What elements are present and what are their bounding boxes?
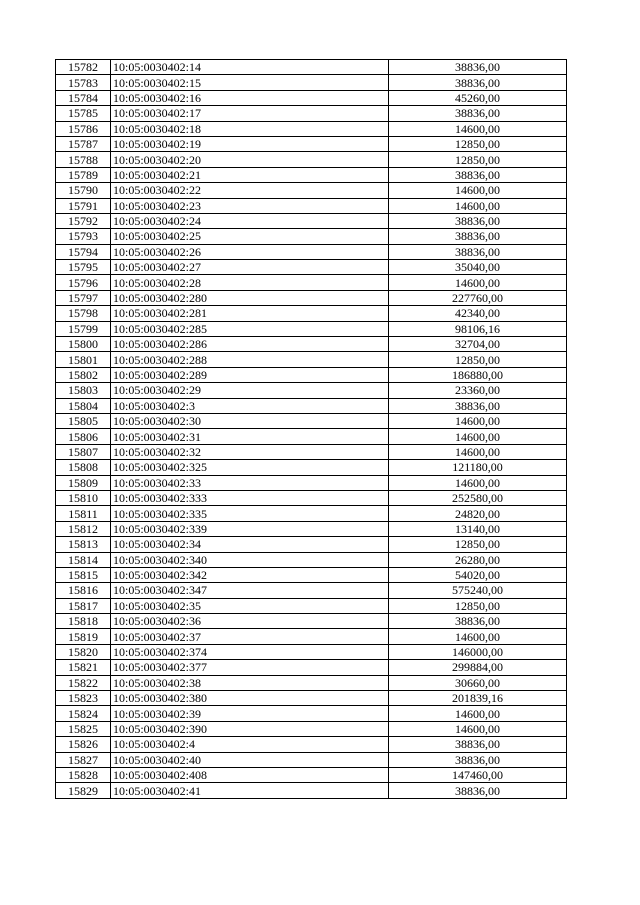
cadastral-number-cell: 10:05:0030402:24 <box>111 213 389 228</box>
table-row <box>56 352 567 367</box>
row-number-cell: 15810 <box>56 490 111 505</box>
table-row <box>56 783 567 798</box>
table-row <box>56 75 567 90</box>
row-number-cell: 15828 <box>56 767 111 782</box>
cadastral-number-cell: 10:05:0030402:335 <box>111 506 389 521</box>
table-row <box>56 752 567 767</box>
table-row <box>56 660 567 675</box>
table-row <box>56 60 567 75</box>
value-cell: 14600,00 <box>389 444 567 459</box>
table-row <box>56 244 567 259</box>
table-row <box>56 306 567 321</box>
cadastral-number-cell: 10:05:0030402:3 <box>111 398 389 413</box>
table-row <box>56 644 567 659</box>
row-number-cell: 15829 <box>56 783 111 798</box>
table-row <box>56 460 567 475</box>
cadastral-number-cell: 10:05:0030402:408 <box>111 767 389 782</box>
value-cell: 38836,00 <box>389 213 567 228</box>
value-cell: 42340,00 <box>389 306 567 321</box>
table-row <box>56 398 567 413</box>
value-cell: 54020,00 <box>389 567 567 582</box>
row-number-cell: 15825 <box>56 721 111 736</box>
table-row <box>56 444 567 459</box>
cadastral-number-cell: 10:05:0030402:325 <box>111 460 389 475</box>
value-cell: 12850,00 <box>389 598 567 613</box>
table-row <box>56 598 567 613</box>
row-number-cell: 15820 <box>56 644 111 659</box>
row-number-cell: 15792 <box>56 213 111 228</box>
value-cell: 14600,00 <box>389 721 567 736</box>
row-number-cell: 15790 <box>56 183 111 198</box>
table-row <box>56 721 567 736</box>
value-cell: 12850,00 <box>389 136 567 151</box>
cadastral-number-cell: 10:05:0030402:19 <box>111 136 389 151</box>
cadastral-number-cell: 10:05:0030402:280 <box>111 290 389 305</box>
cadastral-number-cell: 10:05:0030402:339 <box>111 521 389 536</box>
table-row <box>56 567 567 582</box>
table-row <box>56 290 567 305</box>
cadastral-number-cell: 10:05:0030402:38 <box>111 675 389 690</box>
cadastral-number-cell: 10:05:0030402:286 <box>111 337 389 352</box>
table-row <box>56 675 567 690</box>
table-row <box>56 198 567 213</box>
cadastral-number-cell: 10:05:0030402:28 <box>111 275 389 290</box>
value-cell: 14600,00 <box>389 275 567 290</box>
table-row <box>56 367 567 382</box>
row-number-cell: 15787 <box>56 136 111 151</box>
cadastral-number-cell: 10:05:0030402:22 <box>111 183 389 198</box>
value-cell: 30660,00 <box>389 675 567 690</box>
cadastral-number-cell: 10:05:0030402:288 <box>111 352 389 367</box>
value-cell: 575240,00 <box>389 583 567 598</box>
value-cell: 14600,00 <box>389 475 567 490</box>
value-cell: 227760,00 <box>389 290 567 305</box>
cadastral-number-cell: 10:05:0030402:25 <box>111 229 389 244</box>
row-number-cell: 15824 <box>56 706 111 721</box>
row-number-cell: 15782 <box>56 60 111 75</box>
table-row <box>56 183 567 198</box>
table-row <box>56 383 567 398</box>
row-number-cell: 15789 <box>56 167 111 182</box>
table-row <box>56 229 567 244</box>
value-cell: 14600,00 <box>389 413 567 428</box>
table-row <box>56 167 567 182</box>
value-cell: 14600,00 <box>389 706 567 721</box>
row-number-cell: 15815 <box>56 567 111 582</box>
row-number-cell: 15796 <box>56 275 111 290</box>
row-number-cell: 15784 <box>56 90 111 105</box>
value-cell: 14600,00 <box>389 183 567 198</box>
cadastral-number-cell: 10:05:0030402:40 <box>111 752 389 767</box>
cadastral-number-cell: 10:05:0030402:34 <box>111 537 389 552</box>
row-number-cell: 15797 <box>56 290 111 305</box>
value-cell: 14600,00 <box>389 429 567 444</box>
cadastral-number-cell: 10:05:0030402:33 <box>111 475 389 490</box>
cadastral-number-cell: 10:05:0030402:18 <box>111 121 389 136</box>
table-row <box>56 121 567 136</box>
table-row <box>56 429 567 444</box>
value-cell: 14600,00 <box>389 198 567 213</box>
row-number-cell: 15794 <box>56 244 111 259</box>
row-number-cell: 15826 <box>56 737 111 752</box>
cadastral-number-cell: 10:05:0030402:289 <box>111 367 389 382</box>
table-row <box>56 213 567 228</box>
value-cell: 38836,00 <box>389 398 567 413</box>
row-number-cell: 15808 <box>56 460 111 475</box>
cadastral-number-cell: 10:05:0030402:35 <box>111 598 389 613</box>
cadastral-number-cell: 10:05:0030402:333 <box>111 490 389 505</box>
row-number-cell: 15813 <box>56 537 111 552</box>
row-number-cell: 15798 <box>56 306 111 321</box>
value-cell: 12850,00 <box>389 537 567 552</box>
value-cell: 35040,00 <box>389 260 567 275</box>
cadastral-number-cell: 10:05:0030402:27 <box>111 260 389 275</box>
value-cell: 14600,00 <box>389 121 567 136</box>
cadastral-number-cell: 10:05:0030402:26 <box>111 244 389 259</box>
value-cell: 12850,00 <box>389 352 567 367</box>
cadastral-number-cell: 10:05:0030402:31 <box>111 429 389 444</box>
value-cell: 24820,00 <box>389 506 567 521</box>
row-number-cell: 15804 <box>56 398 111 413</box>
row-number-cell: 15818 <box>56 614 111 629</box>
value-cell: 38836,00 <box>389 229 567 244</box>
row-number-cell: 15785 <box>56 106 111 121</box>
value-cell: 13140,00 <box>389 521 567 536</box>
value-cell: 201839,16 <box>389 691 567 706</box>
table-row <box>56 136 567 151</box>
row-number-cell: 15819 <box>56 629 111 644</box>
value-cell: 38836,00 <box>389 60 567 75</box>
value-cell: 45260,00 <box>389 90 567 105</box>
value-cell: 146000,00 <box>389 644 567 659</box>
row-number-cell: 15791 <box>56 198 111 213</box>
value-cell: 38836,00 <box>389 167 567 182</box>
cadastral-number-cell: 10:05:0030402:32 <box>111 444 389 459</box>
table-row <box>56 521 567 536</box>
cadastral-number-cell: 10:05:0030402:374 <box>111 644 389 659</box>
table-row <box>56 552 567 567</box>
value-cell: 252580,00 <box>389 490 567 505</box>
row-number-cell: 15793 <box>56 229 111 244</box>
row-number-cell: 15807 <box>56 444 111 459</box>
cadastral-number-cell: 10:05:0030402:17 <box>111 106 389 121</box>
value-cell: 38836,00 <box>389 75 567 90</box>
value-cell: 38836,00 <box>389 783 567 798</box>
cadastral-number-cell: 10:05:0030402:342 <box>111 567 389 582</box>
table-row <box>56 737 567 752</box>
row-number-cell: 15788 <box>56 152 111 167</box>
cadastral-number-cell: 10:05:0030402:29 <box>111 383 389 398</box>
row-number-cell: 15817 <box>56 598 111 613</box>
cadastral-number-cell: 10:05:0030402:15 <box>111 75 389 90</box>
row-number-cell: 15805 <box>56 413 111 428</box>
row-number-cell: 15795 <box>56 260 111 275</box>
cadastral-number-cell: 10:05:0030402:340 <box>111 552 389 567</box>
table-row <box>56 629 567 644</box>
row-number-cell: 15799 <box>56 321 111 336</box>
row-number-cell: 15802 <box>56 367 111 382</box>
table-row <box>56 321 567 336</box>
cadastral-number-cell: 10:05:0030402:23 <box>111 198 389 213</box>
cadastral-number-cell: 10:05:0030402:14 <box>111 60 389 75</box>
table-row <box>56 152 567 167</box>
value-cell: 26280,00 <box>389 552 567 567</box>
row-number-cell: 15822 <box>56 675 111 690</box>
cadastral-number-cell: 10:05:0030402:4 <box>111 737 389 752</box>
row-number-cell: 15803 <box>56 383 111 398</box>
table-row <box>56 706 567 721</box>
table-row <box>56 583 567 598</box>
value-cell: 38836,00 <box>389 737 567 752</box>
table-row <box>56 506 567 521</box>
table-row <box>56 537 567 552</box>
row-number-cell: 15786 <box>56 121 111 136</box>
table-row <box>56 260 567 275</box>
table-row <box>56 106 567 121</box>
table-body <box>56 60 567 799</box>
value-cell: 299884,00 <box>389 660 567 675</box>
row-number-cell: 15823 <box>56 691 111 706</box>
value-cell: 147460,00 <box>389 767 567 782</box>
cadastral-number-cell: 10:05:0030402:16 <box>111 90 389 105</box>
cadastral-number-cell: 10:05:0030402:285 <box>111 321 389 336</box>
cadastral-number-cell: 10:05:0030402:347 <box>111 583 389 598</box>
value-cell: 98106,16 <box>389 321 567 336</box>
cadastral-number-cell: 10:05:0030402:39 <box>111 706 389 721</box>
cadastral-number-cell: 10:05:0030402:380 <box>111 691 389 706</box>
value-cell: 12850,00 <box>389 152 567 167</box>
row-number-cell: 15821 <box>56 660 111 675</box>
row-number-cell: 15814 <box>56 552 111 567</box>
value-cell: 186880,00 <box>389 367 567 382</box>
row-number-cell: 15811 <box>56 506 111 521</box>
table-row <box>56 614 567 629</box>
row-number-cell: 15816 <box>56 583 111 598</box>
cadastral-number-cell: 10:05:0030402:21 <box>111 167 389 182</box>
table-row <box>56 490 567 505</box>
value-cell: 38836,00 <box>389 244 567 259</box>
cadastral-value-table <box>55 59 567 799</box>
row-number-cell: 15783 <box>56 75 111 90</box>
table-row <box>56 90 567 105</box>
row-number-cell: 15800 <box>56 337 111 352</box>
cadastral-number-cell: 10:05:0030402:377 <box>111 660 389 675</box>
cadastral-number-cell: 10:05:0030402:20 <box>111 152 389 167</box>
value-cell: 121180,00 <box>389 460 567 475</box>
row-number-cell: 15801 <box>56 352 111 367</box>
cadastral-number-cell: 10:05:0030402:281 <box>111 306 389 321</box>
cadastral-number-cell: 10:05:0030402:41 <box>111 783 389 798</box>
value-cell: 32704,00 <box>389 337 567 352</box>
value-cell: 38836,00 <box>389 614 567 629</box>
value-cell: 38836,00 <box>389 106 567 121</box>
row-number-cell: 15827 <box>56 752 111 767</box>
cadastral-number-cell: 10:05:0030402:390 <box>111 721 389 736</box>
table-row <box>56 275 567 290</box>
table-row <box>56 475 567 490</box>
value-cell: 38836,00 <box>389 752 567 767</box>
value-cell: 14600,00 <box>389 629 567 644</box>
cadastral-number-cell: 10:05:0030402:30 <box>111 413 389 428</box>
cadastral-number-cell: 10:05:0030402:36 <box>111 614 389 629</box>
row-number-cell: 15806 <box>56 429 111 444</box>
table-row <box>56 767 567 782</box>
table-row <box>56 337 567 352</box>
table-row <box>56 691 567 706</box>
value-cell: 23360,00 <box>389 383 567 398</box>
row-number-cell: 15809 <box>56 475 111 490</box>
cadastral-number-cell: 10:05:0030402:37 <box>111 629 389 644</box>
table-row <box>56 413 567 428</box>
row-number-cell: 15812 <box>56 521 111 536</box>
